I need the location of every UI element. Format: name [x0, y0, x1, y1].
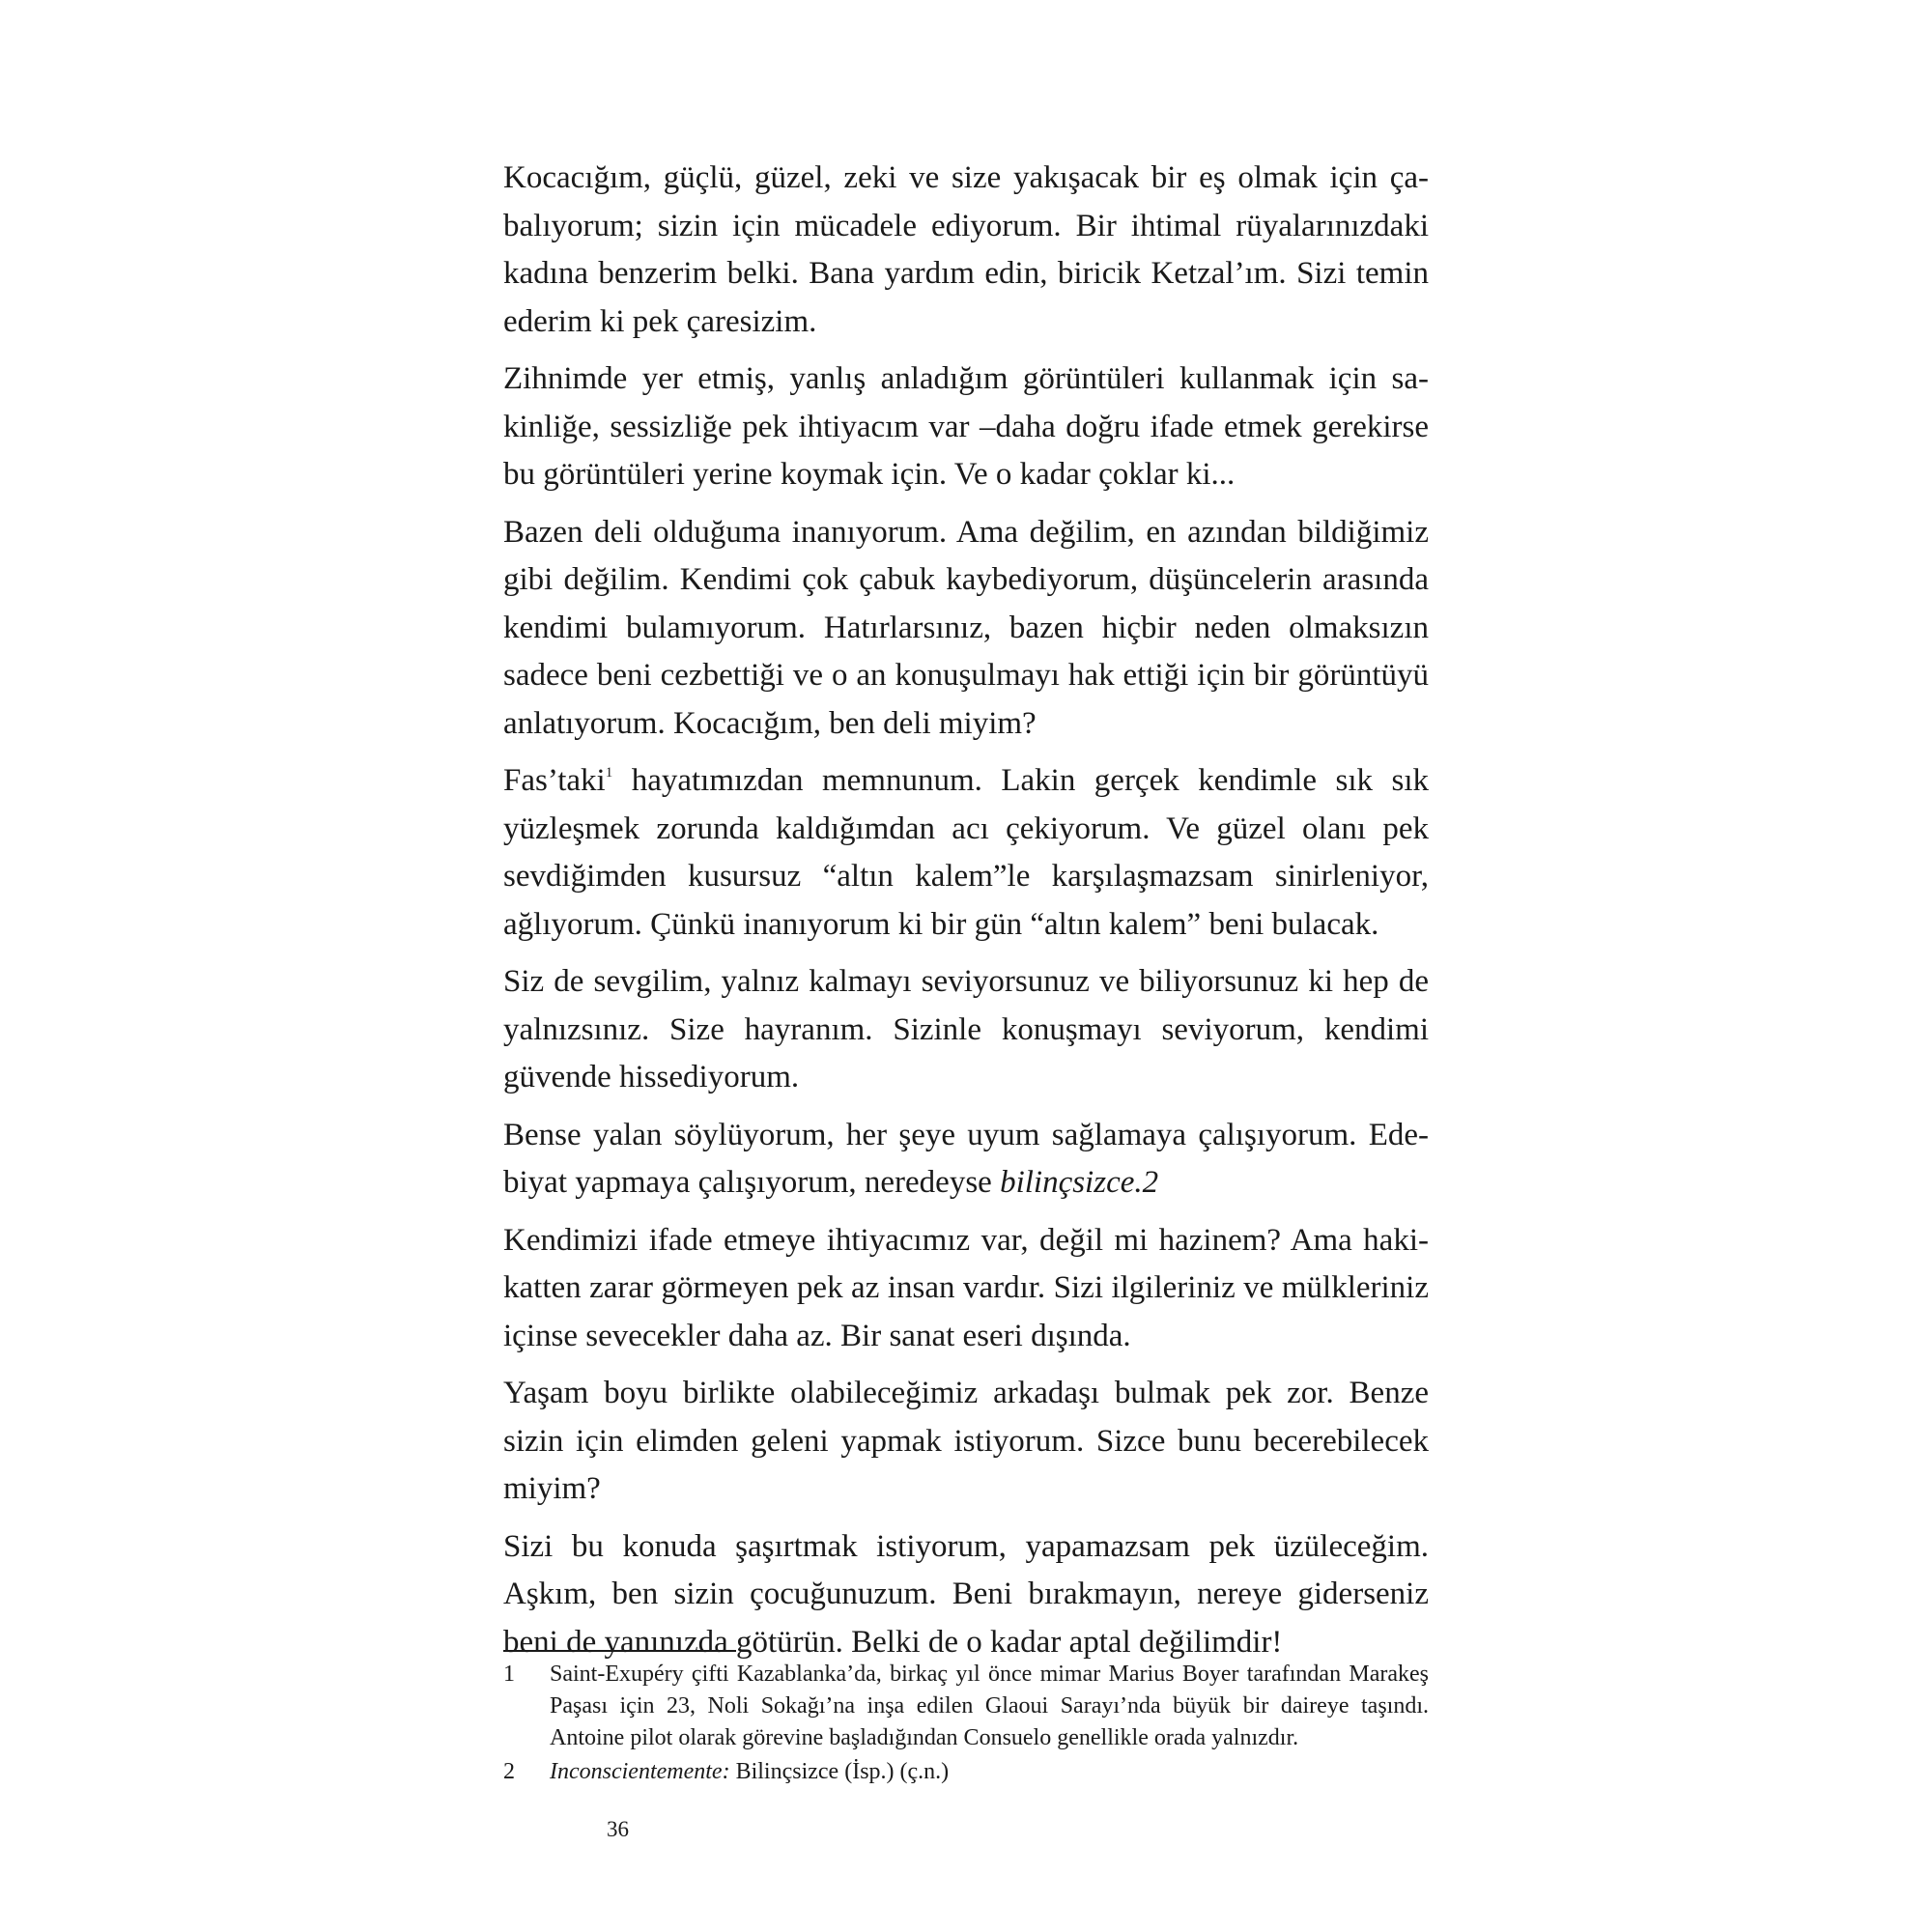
footnote-text [550, 1756, 1429, 1788]
paragraph-7: Kendimizi ifade etmeye ihtiyacımız var, değil mi hazinem? Ama hakikatten zarar görmeyen pek az insan vardır. Sizi ilgileriniz ve mülkleriniz içinse sevecekler daha az. Bir sanat eseri dışında. [503, 1222, 1429, 1353]
paragraph-4-rest: hayatımızdan memnunum. Lakin gerçek kendimle sık sık yüzleşmek zorunda kaldığımdan acı çekiyorum. Ve güzel olanı pek sevdiğimden kusursuz “altın kalem”le karşılaşmazsam sinirleniyor, ağlıyorum. Çünkü inanıyorum ki bir gün “altın kalem” beni bulacak. [503, 763, 1429, 942]
paragraph-6 [503, 1112, 1429, 1208]
footnote-gloss: Bilinçsizce (İsp.) (ç.n.) [729, 1759, 950, 1784]
paragraph-4-lead: Fas’taki [503, 763, 606, 798]
paragraph-9: Sizi bu konuda şaşırtmak istiyorum, yapamazsam pek üzüleceğim. Aşkım, ben sizin çocuğunuzum. Beni bırakmayın, nereye giderseniz beni de yanınızda götürün. Belki de o kadar aptal değilimdir! [503, 1528, 1429, 1660]
footnote-text: Saint-Exupéry çifti Kazablanka’da, birkaç yıl önce mimar Marius Boyer tarafından Marakeş Paşası için 23, Noli Sokağı’na inşa edilen Glaoui Sarayı’nda büyük bir daireye taşındı. Antoine pilot olarak görevine başladığından Consuelo genellikle orada yalnızdır. [550, 1662, 1429, 1750]
paragraph-4 [503, 757, 1429, 949]
paragraph-6-text: Bense yalan söylüyorum, her şeye uyum sağlamaya çalışıyorum. Edebiyat yapmaya çalışıyorum, neredeyse [503, 1117, 1429, 1200]
footnote-divider [503, 1650, 736, 1652]
footnotes [503, 1659, 1429, 1790]
paragraph-2: Zihnimde yer etmiş, yanlış anladığım görüntüleri kullanmak için sakinliğe, sessizliğe pek ihtiyacım var –daha doğru ifade etmek gerekirse bu görüntüleri yerine koymak için. Ve o kadar çoklar ki... [503, 361, 1429, 492]
footnote-ref-1: 1 [605, 765, 613, 781]
paragraph-8: Yaşam boyu birlikte olabileceğimiz arkadaşı bulmak pek zor. Benze sizin için elimden geleni yapmak istiyorum. Sizce bunu becerebilecek miyim? [503, 1376, 1429, 1506]
paragraph-1: Kocacığım, güçlü, güzel, zeki ve size yakışacak bir eş olmak için çabalıyorum; sizin için mücadele ediyorum. Bir ihtimal rüyalarınızdaki kadına benzerim belki. Bana yardım edin, biricik Ketzal’ım. Sizi temin ederim ki pek çaresizim. [503, 160, 1429, 339]
page-number: 36 [607, 1817, 629, 1841]
footnote-number: 1 [503, 1662, 515, 1687]
paragraph-3: Bazen deli olduğuma inanıyorum. Ama değilim, en azından bildiğimiz gibi değilim. Kendimi çok çabuk kaybediyorum, düşüncelerin arasında kendimi bulamıyorum. Hatırlarsınız, bazen hiçbir neden olmaksızın sadece beni cezbettiği ve o an konuşulmayı hak ettiği için bir görüntüyü anlatıyorum. Kocacığım, ben deli miyim? [503, 514, 1429, 741]
paragraph-5: Siz de sevgilim, yalnız kalmayı seviyorsunuz ve biliyorsunuz ki hep de yalnızsınız. Size hayranım. Sizinle konuşmayı seviyorum, kendimi güvende hissediyorum. [503, 964, 1429, 1094]
footnote-italic-term: Inconscientemente: [550, 1759, 730, 1784]
footnote-number: 2 [503, 1759, 515, 1784]
footnote-1 [503, 1659, 1429, 1754]
paragraph-6-italic: bilinçsizce.2 [1000, 1165, 1159, 1200]
body-text [503, 155, 1429, 1676]
footnote-2 [503, 1756, 1429, 1788]
